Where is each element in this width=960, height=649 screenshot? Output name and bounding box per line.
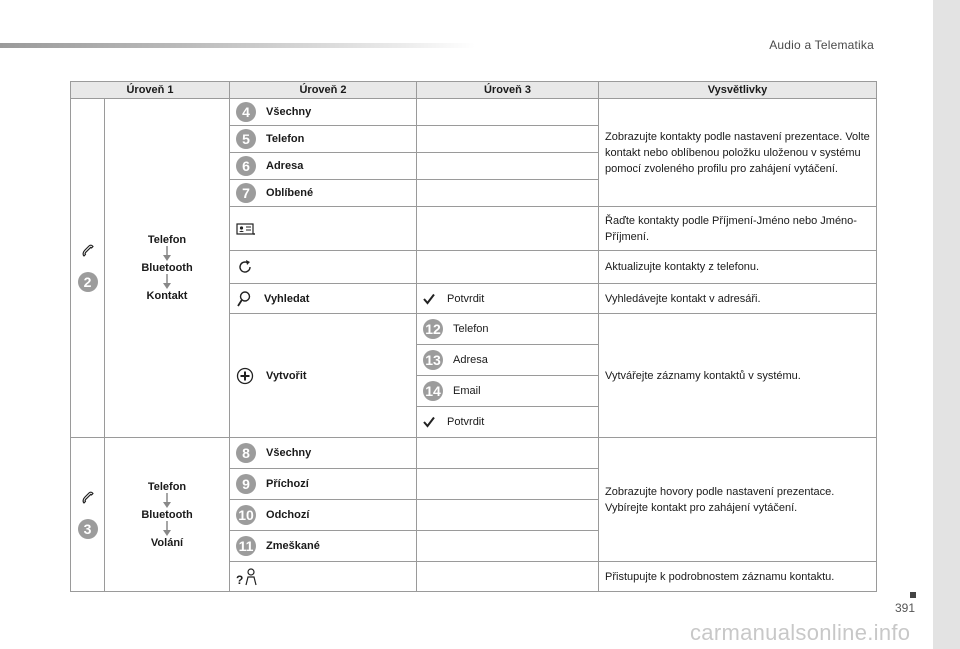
step-number-badge: 3: [78, 519, 98, 539]
level3-item: [417, 345, 599, 376]
question-person-icon: [236, 567, 410, 587]
phone-handset-icon: [81, 244, 95, 258]
table-row: [71, 438, 877, 469]
level3-empty: [417, 207, 599, 251]
header-gradient-bar: [0, 43, 475, 48]
option-label: Potvrdit: [447, 416, 485, 428]
level3-empty: [417, 251, 599, 284]
explanation-cell: Řaďte kontakty podle Příjmení-Jméno nebo Jméno-Příjmení.: [599, 207, 877, 251]
plus-circle-icon: [236, 367, 254, 385]
side-tab: [933, 0, 960, 649]
level3-item: [417, 376, 599, 407]
level3-empty: [417, 531, 599, 562]
level3-empty: [417, 500, 599, 531]
chain-item-kontakt: Kontakt: [146, 290, 188, 302]
level2-chain-cell: [105, 438, 230, 592]
header-level3: Úroveň 3: [417, 82, 599, 99]
chain-item-bluetooth: Bluetooth: [141, 508, 193, 521]
arrow-down-icon: [161, 521, 173, 537]
level2-item: [230, 562, 417, 592]
step-number-badge: 12: [423, 319, 443, 339]
arrow-down-icon: [161, 493, 173, 509]
level2-item: [230, 153, 417, 180]
step-number-badge: 11: [236, 536, 256, 556]
checkmark-icon: [423, 293, 435, 305]
level2-item: [230, 469, 417, 500]
header-level2: Úroveň 2: [230, 82, 417, 99]
contact-card-icon: [236, 222, 410, 236]
level1-cell: [71, 99, 105, 438]
level3-item: [417, 284, 599, 314]
option-label: Adresa: [453, 354, 488, 366]
page-marker: [910, 592, 916, 598]
level1-cell: [71, 438, 105, 592]
level3-item: [417, 314, 599, 345]
option-label: Adresa: [266, 160, 304, 172]
step-number-badge: 2: [78, 272, 98, 292]
menu-table: [70, 81, 877, 592]
option-label: Vytvořit: [266, 369, 307, 382]
level3-empty: [417, 99, 599, 126]
chain-item-telefon: Telefon: [147, 480, 187, 493]
level2-item: [230, 207, 417, 251]
step-number-badge: 13: [423, 350, 443, 370]
level2-chain-cell: [105, 99, 230, 438]
option-label: Všechny: [266, 447, 312, 459]
level3-empty: [417, 153, 599, 180]
option-label: Oblíbené: [266, 187, 314, 199]
watermark: carmanuals​online.info: [690, 620, 911, 645]
chain-item-bluetooth: Bluetooth: [141, 262, 193, 274]
table-row: [71, 99, 877, 126]
level2-item: [230, 438, 417, 469]
option-label: Vyhledat: [264, 292, 310, 305]
explanation-cell: Zobrazujte hovory podle nastavení prezentace. Vybírejte kontakt pro zahájení vytáčení.: [599, 438, 877, 562]
magnifier-icon: [236, 290, 252, 308]
refresh-icon: [236, 258, 410, 276]
step-number-badge: 5: [236, 129, 256, 149]
explanation-cell: Aktualizujte kontakty z telefonu.: [599, 251, 877, 284]
step-number-badge: 7: [236, 183, 256, 203]
level2-item: [230, 251, 417, 284]
chain-item-telefon: Telefon: [147, 234, 187, 246]
level3-empty: [417, 438, 599, 469]
step-number-badge: 10: [236, 505, 256, 525]
level2-item: [230, 126, 417, 153]
explanation-cell: Vytvářejte záznamy kontaktů v systému.: [599, 314, 877, 438]
level2-item: [230, 284, 417, 314]
option-label: Potvrdit: [447, 292, 485, 305]
chain-item-volani: Volání: [150, 536, 184, 549]
option-label: Zmeškané: [266, 540, 320, 552]
phone-handset-icon: [81, 491, 95, 505]
explanation-cell: Zobrazujte kontakty podle nastavení prezentace. Volte kontakt nebo oblíbenou položku uloženou v systému pomocí zvoleného profilu pro zahájení vytáčení.: [599, 99, 877, 207]
step-number-badge: 6: [236, 156, 256, 176]
level3-empty: [417, 180, 599, 207]
level2-item: [230, 99, 417, 126]
arrow-down-icon: [161, 246, 173, 262]
explanation-cell: Vyhledávejte kontakt v adresáři.: [599, 284, 877, 314]
step-number-badge: 14: [423, 381, 443, 401]
option-label: Odchozí: [266, 509, 310, 521]
option-label: Telefon: [453, 323, 489, 335]
level2-item: [230, 500, 417, 531]
level2-item: [230, 314, 417, 438]
step-number-badge: 8: [236, 443, 256, 463]
option-label: Všechny: [266, 106, 312, 118]
step-number-badge: 9: [236, 474, 256, 494]
level3-empty: [417, 126, 599, 153]
table-header-row: [71, 82, 877, 99]
section-title: Audio a Telematika: [769, 38, 874, 52]
arrow-down-icon: [161, 274, 173, 290]
level3-item: [417, 407, 599, 438]
level2-item: [230, 180, 417, 207]
option-label: Telefon: [266, 133, 305, 145]
checkmark-icon: [423, 416, 435, 428]
svg-text:?: ?: [236, 572, 244, 587]
level3-empty: [417, 562, 599, 592]
explanation-cell: Přistupujte k podrobnostem záznamu kontaktu.: [599, 562, 877, 592]
header-level1: Úroveň 1: [71, 82, 230, 99]
option-label: Email: [453, 385, 481, 397]
level2-item: [230, 531, 417, 562]
page-number: 391: [895, 601, 916, 615]
level3-empty: [417, 469, 599, 500]
step-number-badge: 4: [236, 102, 256, 122]
option-label: Příchozí: [266, 478, 309, 490]
header-explanation: Vysvětlivky: [599, 82, 877, 99]
